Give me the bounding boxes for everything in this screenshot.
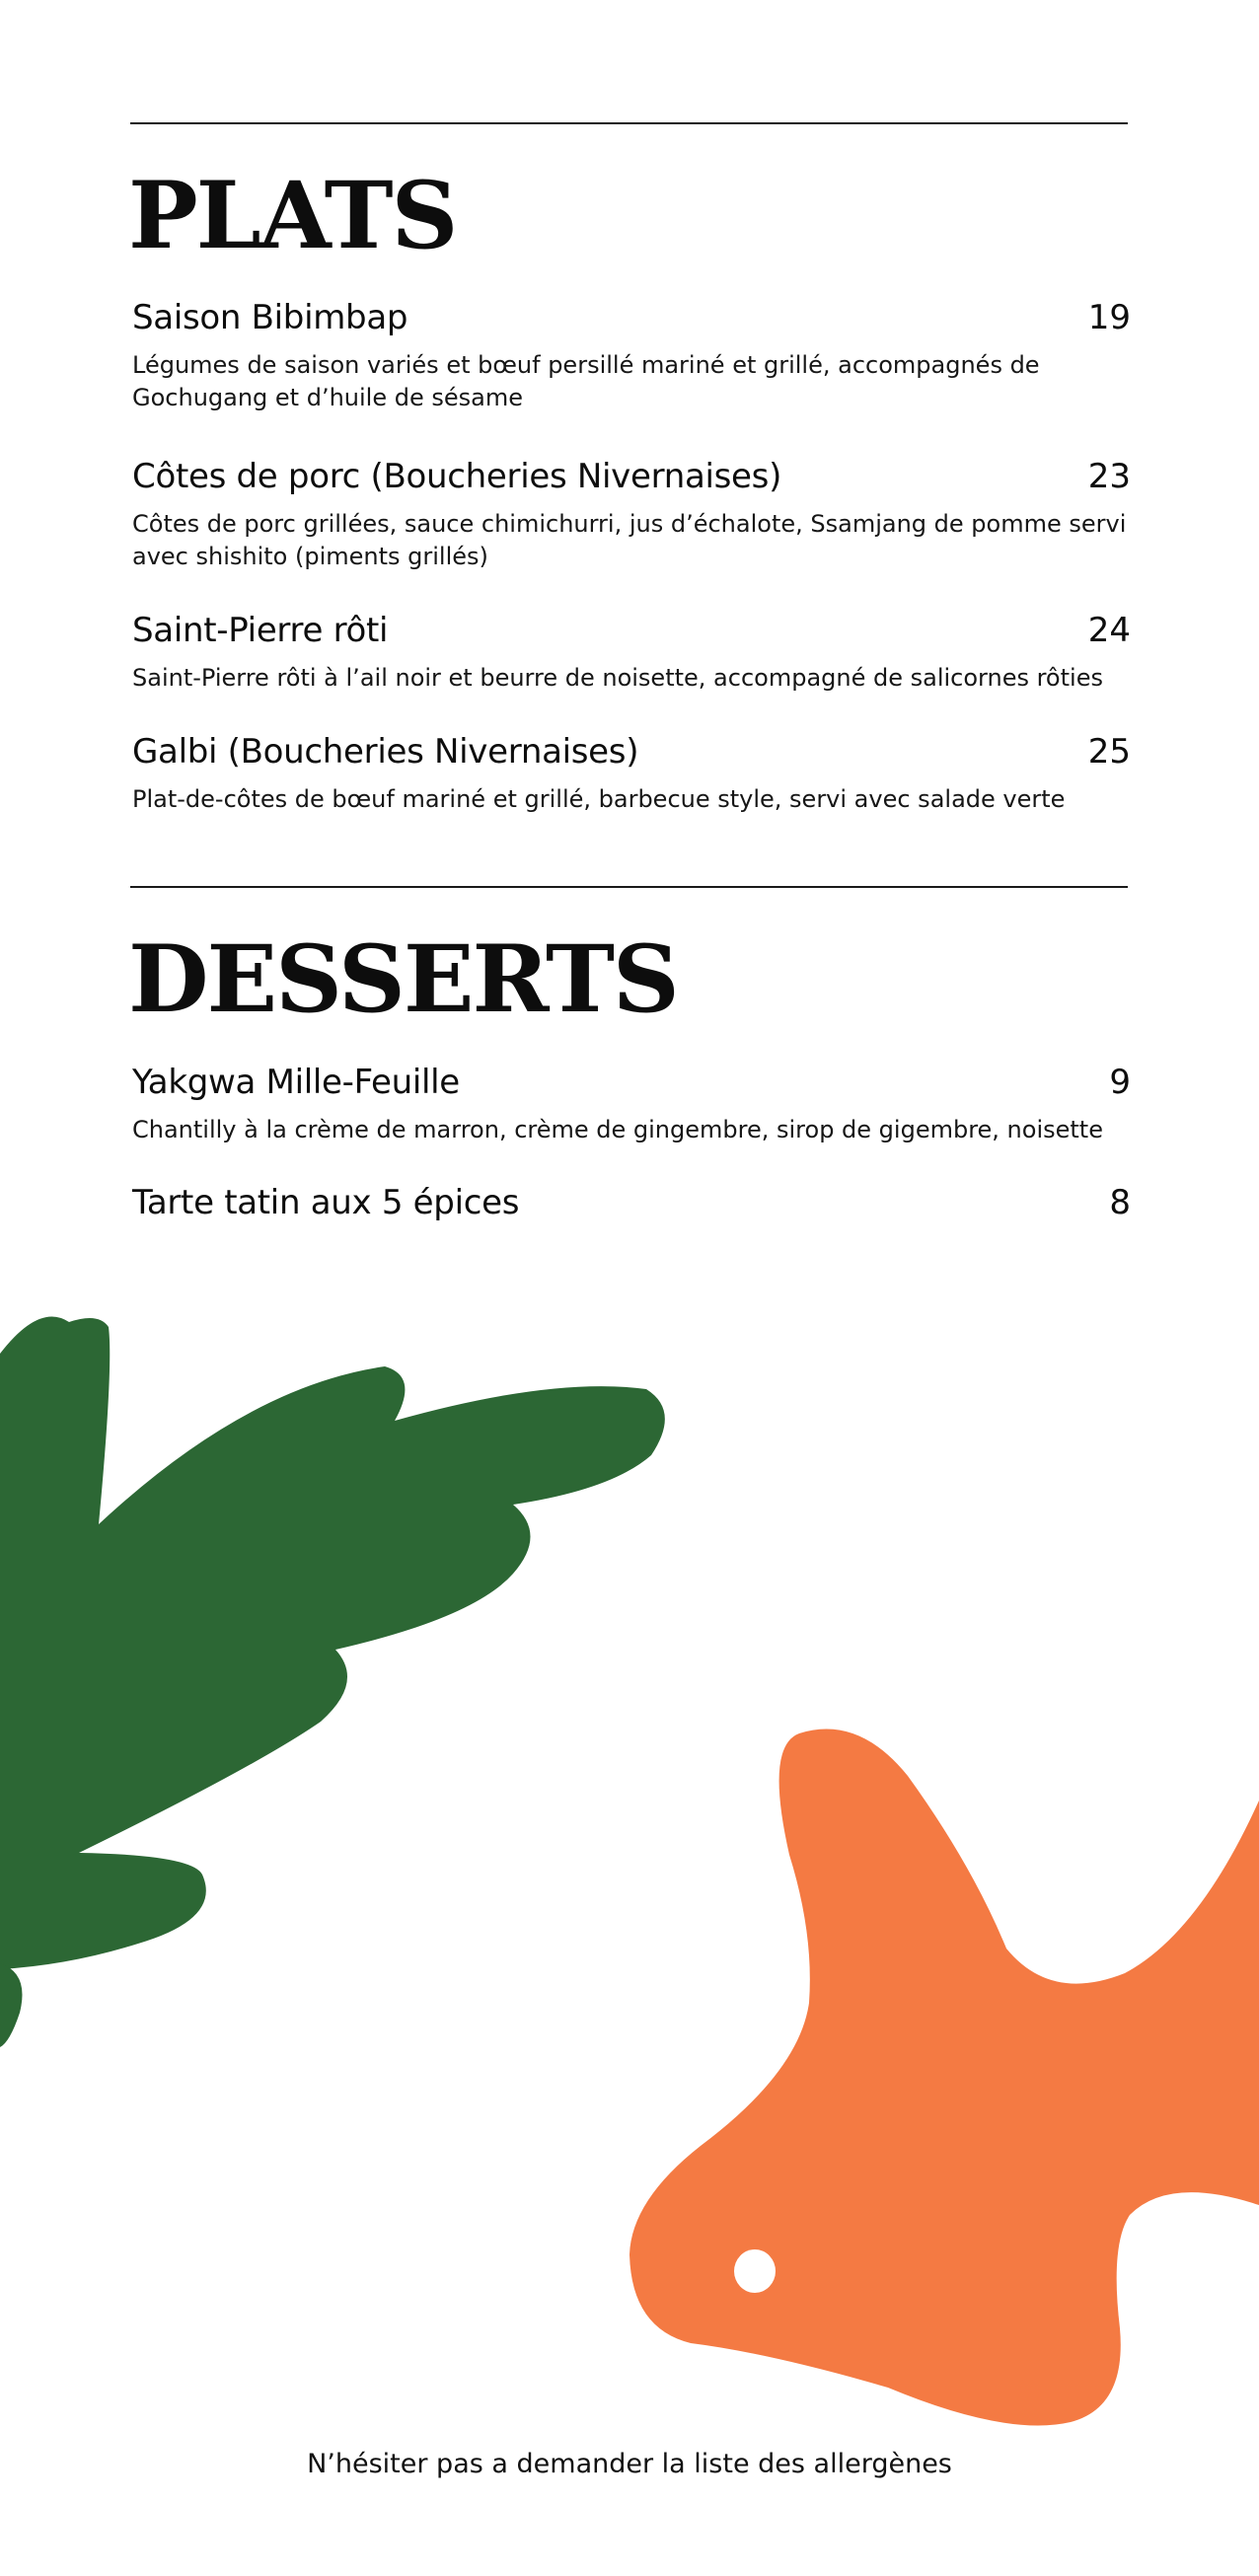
menu-item-description: Plat-de-côtes de bœuf mariné et grillé, barbecue style, servi avec salade verte [132, 785, 1066, 813]
green-leaf-icon [0, 1316, 665, 2047]
plats-section-title: PLATS [128, 162, 457, 270]
menu-item-description: Légumes de saison variés et bœuf persillé mariné et grillé, accompagnés de Gochugang et d’huile de sésame [132, 351, 1040, 411]
orange-blob-icon [630, 1730, 1259, 2426]
menu-item-plat-4 [132, 732, 1131, 816]
menu-item-name: Tarte tatin aux 5 épices [132, 1183, 520, 1222]
menu-item-description: Côtes de porc grillées, sauce chimichurri, jus d’échalote, Ssamjang de pomme servi avec shishito (piments grillés) [132, 510, 1127, 570]
blob-hole-icon [734, 2249, 776, 2293]
plats-top-divider [130, 122, 1128, 124]
menu-item-description: Chantilly à la crème de marron, crème de gingembre, sirop de gigembre, noisette [132, 1116, 1103, 1143]
menu-item-name: Saint-Pierre rôti [132, 611, 389, 650]
menu-item-price: 25 [1087, 732, 1131, 772]
menu-item-price: 24 [1087, 611, 1131, 650]
menu-item-price: 23 [1087, 457, 1131, 496]
menu-item-name: Yakgwa Mille-Feuille [132, 1063, 460, 1102]
menu-item-name: Côtes de porc (Boucheries Nivernaises) [132, 457, 782, 496]
menu-item-price: 8 [1109, 1183, 1131, 1222]
menu-item-price: 19 [1087, 298, 1131, 337]
menu-item-name: Galbi (Boucheries Nivernaises) [132, 732, 639, 772]
desserts-section-title: DESSERTS [128, 925, 678, 1034]
allergen-note: N’hésiter pas a demander la liste des allergènes [307, 2449, 952, 2479]
menu-item-description: Saint-Pierre rôti à l’ail noir et beurre de noisette, accompagné de salicornes rôties [132, 664, 1103, 692]
menu-item-dessert-2 [132, 1183, 1131, 1222]
menu-item-plat-3 [132, 611, 1131, 695]
menu-item-name: Saison Bibimbap [132, 298, 408, 337]
menu-item-plat-2 [132, 457, 1131, 573]
menu-item-dessert-1 [132, 1063, 1131, 1146]
menu-item-price: 9 [1109, 1063, 1131, 1102]
menu-item-plat-1 [132, 298, 1131, 414]
desserts-top-divider [130, 886, 1128, 888]
